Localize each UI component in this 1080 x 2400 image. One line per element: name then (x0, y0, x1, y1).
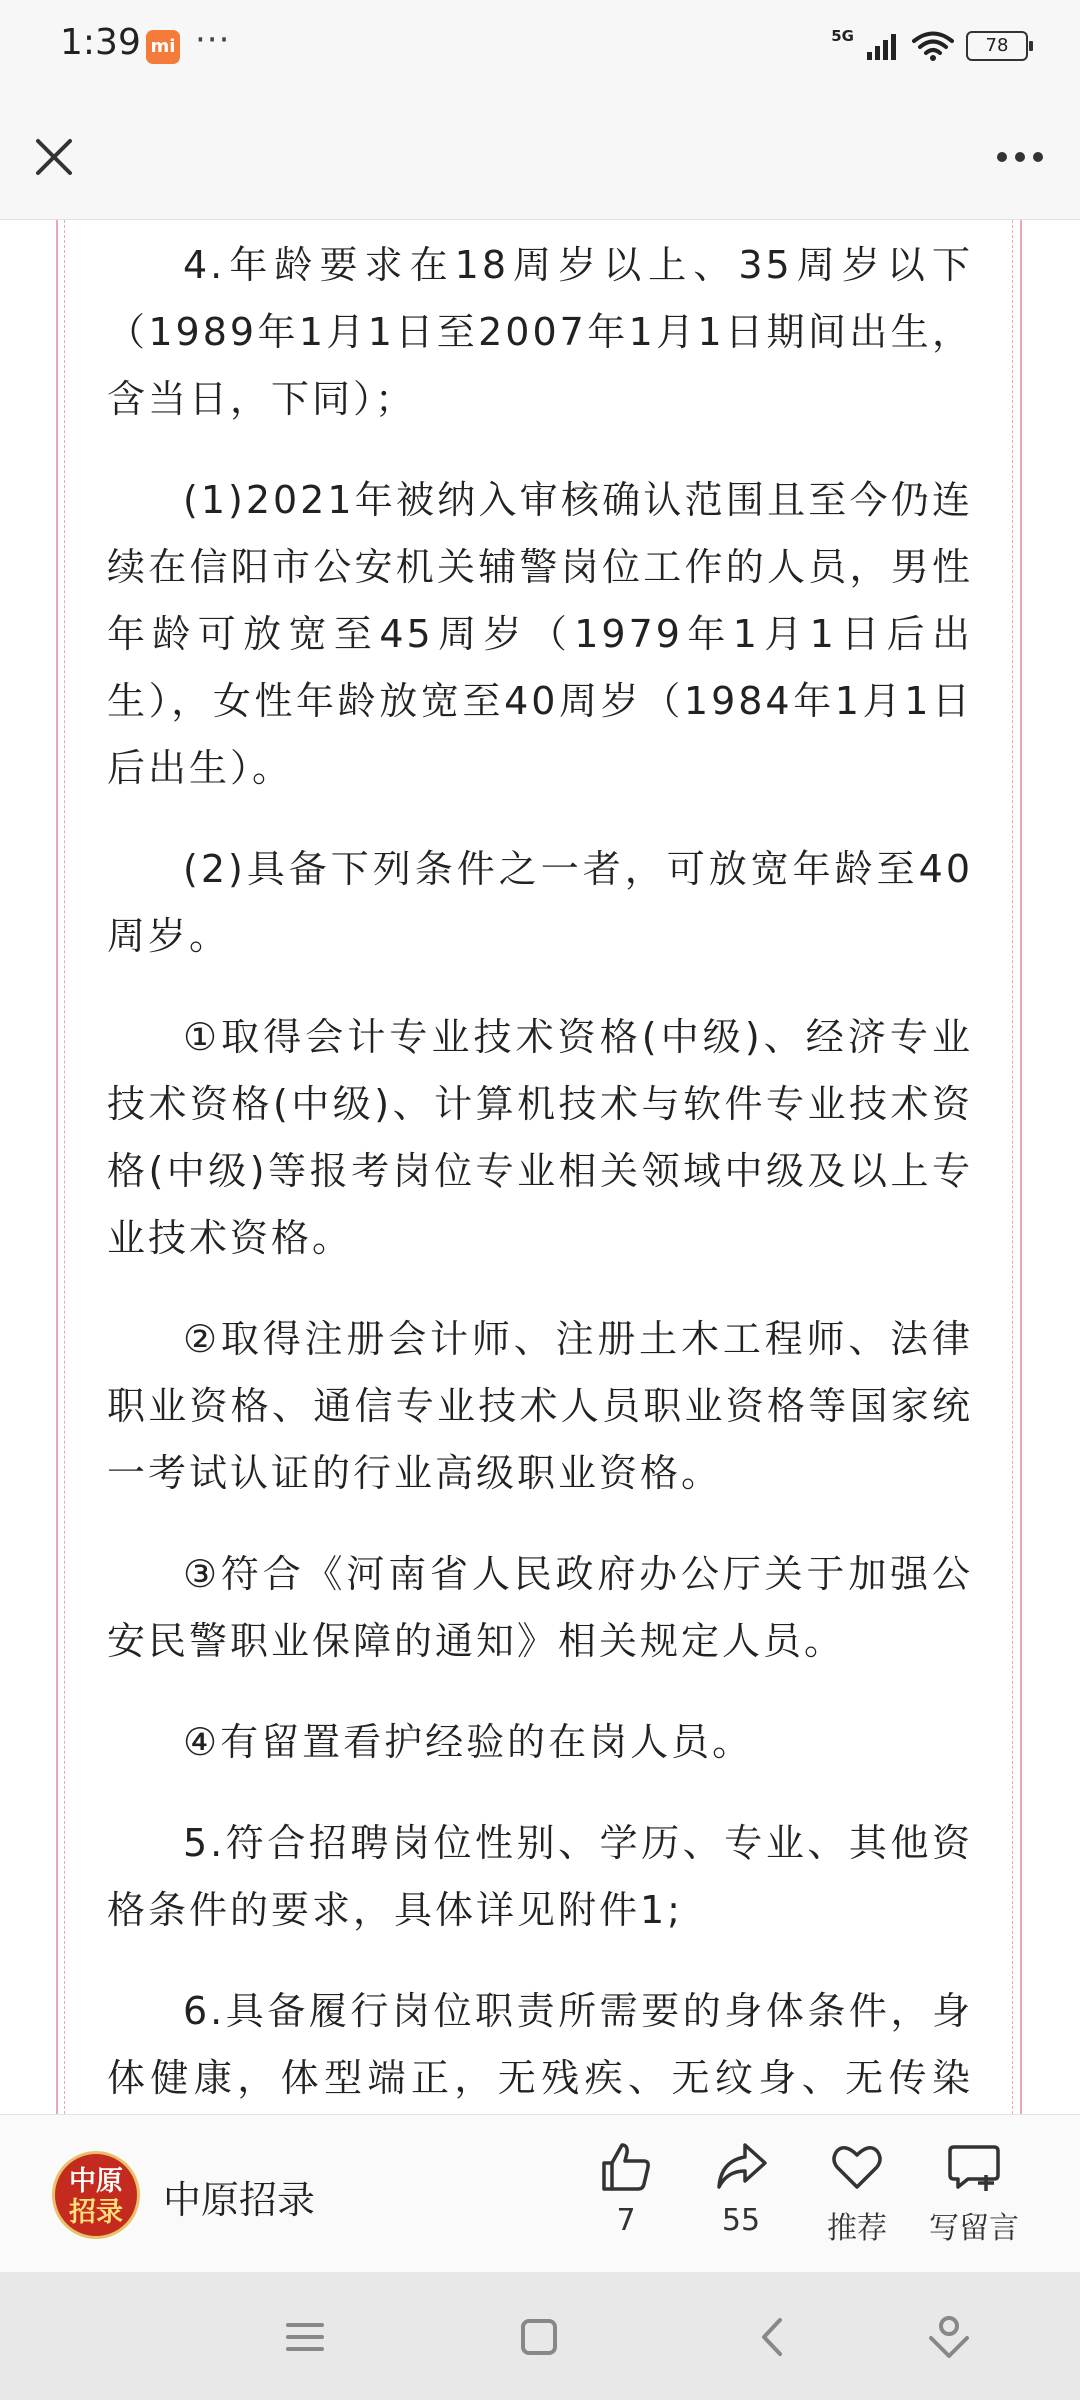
battery-icon: 78 (966, 31, 1028, 61)
logo-text-top: 中原 (69, 2166, 123, 2197)
share-count: 55 (721, 2203, 761, 2238)
write-comment-label: 写留言 (929, 2211, 1019, 2246)
paragraph: ①取得会计专业技术资格(中级)、经济专业技术资格(中级)、计算机技术与软件专业技术资格(中级)等报考岗位专业相关领域中级及以上专业技术资格。 (107, 1015, 973, 1260)
left-border (56, 220, 58, 2114)
paragraph: ②取得注册会计师、注册土木工程师、法律职业资格、通信专业技术人员职业资格等国家统一考试认证的行业高级职业资格。 (107, 1317, 973, 1495)
bottom-action-bar (0, 2114, 1080, 2273)
status-bar (0, 0, 1080, 95)
recommend-button[interactable] (797, 2139, 917, 2247)
paragraph: 6.具备履行岗位职责所需要的身体条件，身体健康，体型端正，无残疾、无纹身、无传染 (107, 1989, 973, 2100)
mi-app-icon: mi (146, 30, 180, 64)
paragraph: ③符合《河南省人民政府办公厅关于加强公安民警职业保障的通知》相关规定人员。 (107, 1552, 973, 1663)
right-border-inner (1012, 220, 1013, 2114)
article-content (107, 220, 973, 2114)
more-notifications-icon: ··· (195, 20, 231, 60)
share-button[interactable] (681, 2139, 801, 2238)
logo-text-bottom: 招录 (69, 2197, 123, 2228)
network-label: 5G (831, 27, 854, 45)
like-count: 7 (616, 2203, 636, 2238)
paragraph: (2)具备下列条件之一者，可放宽年龄至40周岁。 (107, 847, 973, 958)
more-icon[interactable] (982, 125, 1058, 189)
account-logo[interactable] (52, 2151, 140, 2239)
account-name[interactable]: 中原招录 (163, 2178, 316, 2222)
home-icon[interactable] (514, 2312, 564, 2362)
paragraph: 4.年龄要求在18周岁以上、35周岁以下（1989年1月1日至2007年1月1日期间出生，含当日，下同）； (107, 243, 973, 421)
back-icon[interactable] (748, 2312, 798, 2362)
left-border-inner (64, 220, 65, 2114)
article-body[interactable] (0, 220, 1080, 2114)
recommend-label: 推荐 (827, 2211, 887, 2246)
right-border (1020, 220, 1022, 2114)
menu-icon[interactable] (280, 2312, 330, 2362)
top-nav-bar (0, 95, 1080, 220)
share-icon (713, 2139, 769, 2195)
system-nav-bar (0, 2272, 1080, 2400)
comment-icon (946, 2139, 1002, 2195)
like-button[interactable] (566, 2139, 686, 2238)
status-time: 1:39 (60, 22, 141, 63)
thumbs-up-icon (598, 2139, 654, 2195)
wifi-icon (912, 30, 954, 62)
write-comment-button[interactable] (914, 2139, 1034, 2247)
status-icons (831, 24, 1028, 68)
close-icon[interactable] (22, 125, 86, 189)
heart-icon (829, 2139, 885, 2195)
signal-icon (866, 32, 900, 60)
assistant-icon[interactable] (924, 2312, 974, 2362)
paragraph: (1)2021年被纳入审核确认范围且至今仍连续在信阳市公安机关辅警岗位工作的人员，男性年龄可放宽至45周岁（1979年1月1日后出生），女性年龄放宽至40周岁（1984年1月1日后出生）。 (107, 478, 973, 790)
paragraph: ④有留置看护经验的在岗人员。 (183, 1720, 754, 1764)
paragraph: 5.符合招聘岗位性别、学历、专业、其他资格条件的要求，具体详见附件1; (107, 1821, 973, 1932)
